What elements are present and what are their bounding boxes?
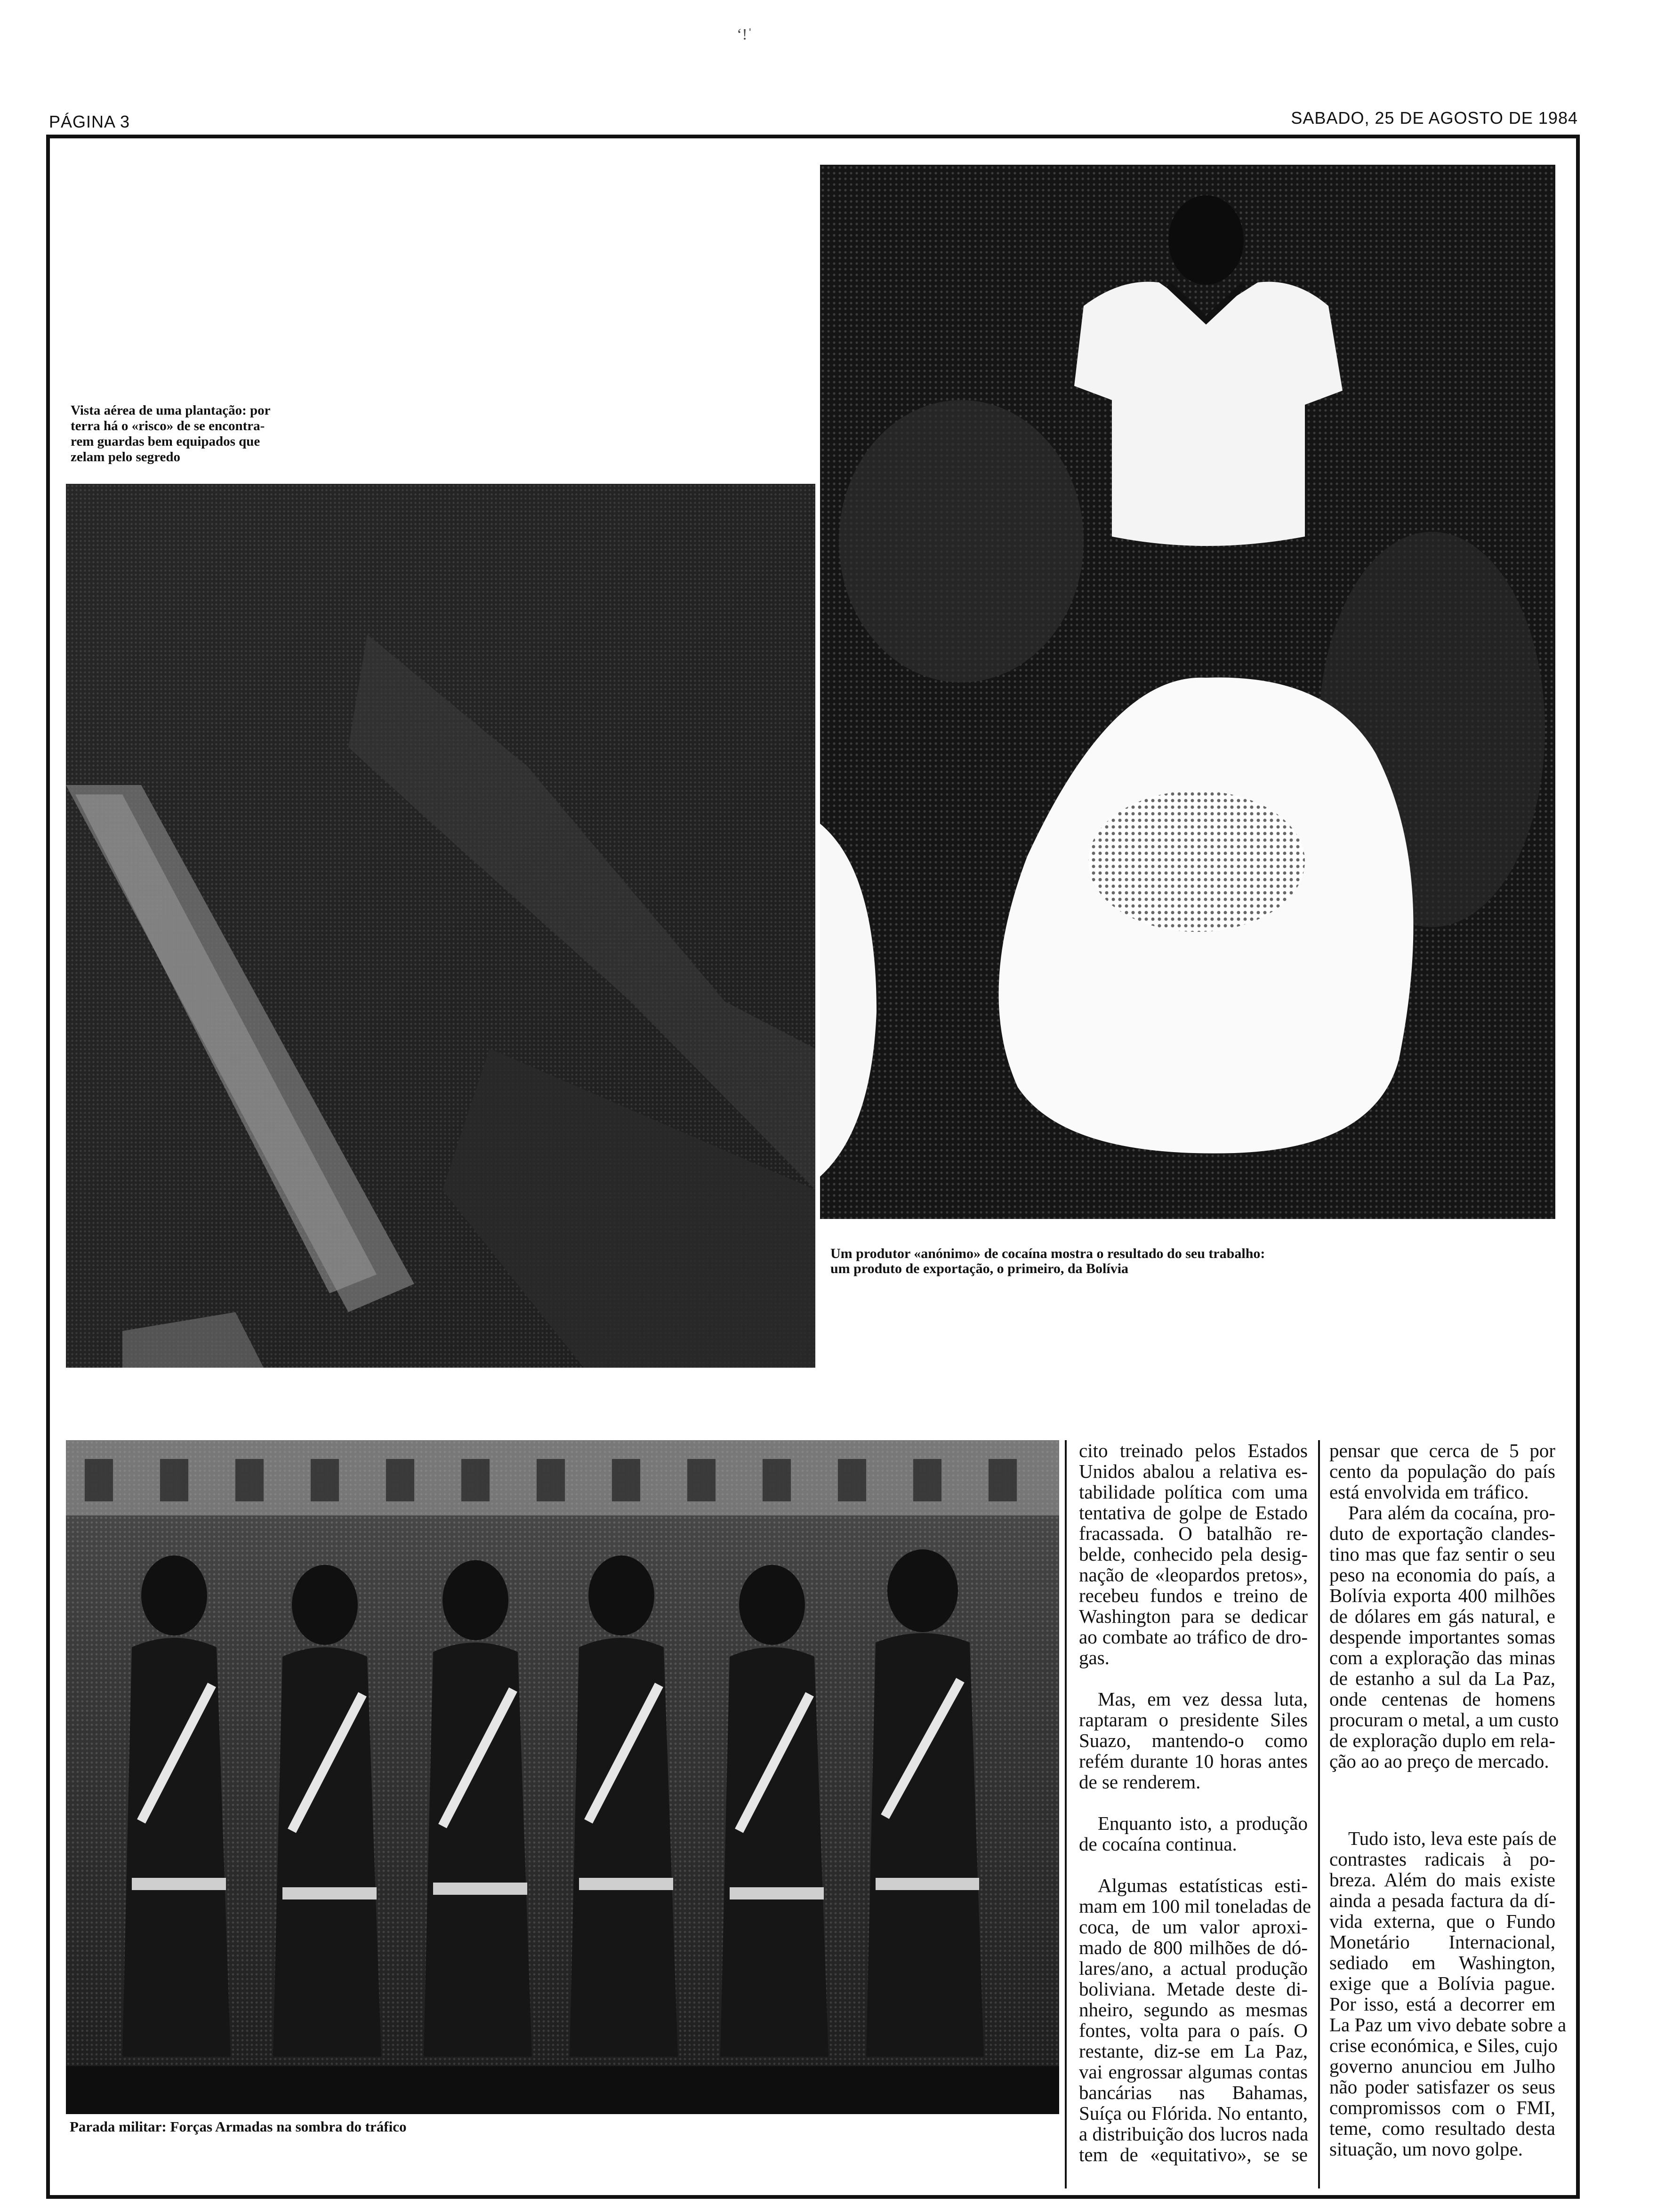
aerial-caption xyxy=(71,403,325,465)
text-line: fracassada. O batalhão re- xyxy=(1079,1523,1308,1544)
text-line: despende importantes somas xyxy=(1329,1626,1555,1648)
article-paragraph xyxy=(1079,1440,1308,1668)
text-line: Por isso, está a decorrer em xyxy=(1329,1993,1555,2015)
text-line: Algumas estatísticas esti- xyxy=(1098,1875,1308,1896)
text-line: mam em 100 mil toneladas de xyxy=(1079,1895,1311,1917)
producer-photo-image xyxy=(820,165,1555,1238)
text-line: Unidos abalou a relativa es- xyxy=(1079,1460,1308,1482)
text-line: de se renderem. xyxy=(1079,1771,1201,1793)
text-line: Monetário Internacional, xyxy=(1329,1931,1555,1953)
text-line: onde centenas de homens xyxy=(1329,1688,1555,1710)
text-line: recebeu fundos e treino de xyxy=(1079,1585,1308,1606)
text-line: Suíça ou Flórida. No entanto, xyxy=(1079,2102,1308,2124)
article-column-2 xyxy=(1329,1440,1567,2160)
caption-line: zelam pelo segredo xyxy=(71,449,181,465)
text-line: de estanho a sul da La Paz, xyxy=(1329,1667,1555,1689)
caption-line: um produto de exportação, o primeiro, da Bolívia xyxy=(830,1261,1129,1276)
text-line: ção ao ao preço de mercado. xyxy=(1329,1750,1549,1772)
text-line: peso na economia do país, a xyxy=(1329,1564,1555,1586)
text-line: Para além da cocaína, pro- xyxy=(1348,1502,1555,1523)
text-line: breza. Além do mais existe xyxy=(1329,1869,1555,1891)
parade-caption: Parada militar: Forças Armadas na sombra do tráfico xyxy=(70,2118,407,2135)
article-paragraph xyxy=(1329,1502,1559,1772)
text-line: belde, conhecido pela desig- xyxy=(1079,1543,1308,1565)
text-line: cento da população do país xyxy=(1329,1460,1555,1482)
text-line: governo anunciou em Julho xyxy=(1329,2055,1555,2077)
text-line: restante, diz-se em La Paz, xyxy=(1079,2040,1308,2062)
caption-line: rem guardas bem equipados que xyxy=(71,434,260,449)
aerial-photo-image xyxy=(66,484,815,1368)
producer-caption xyxy=(830,1246,1555,1276)
caption-line: Um produtor «anónimo» de cocaína mostra o resultado do seu trabalho: xyxy=(830,1246,1265,1261)
text-line: com a exploração das minas xyxy=(1329,1647,1555,1668)
text-line: coca, de um valor aproxi- xyxy=(1079,1916,1308,1938)
text-line: a distribuição dos lucros nada xyxy=(1079,2123,1309,2145)
text-line: nação de «leopardos pretos», xyxy=(1079,1564,1308,1586)
text-line: refém durante 10 horas antes xyxy=(1079,1750,1308,1772)
cocaine-producer-photo xyxy=(820,165,1555,1238)
military-parade-photo xyxy=(66,1440,1059,2114)
text-line: tabilidade política com uma xyxy=(1079,1481,1308,1503)
text-line: vida externa, que o Fundo xyxy=(1329,1910,1555,1932)
text-line: pensar que cerca de 5 por xyxy=(1329,1440,1555,1461)
text-line: sediado em Washington, xyxy=(1329,1952,1555,1973)
text-line: boliviana. Metade deste di- xyxy=(1079,1978,1308,2000)
article-paragraph xyxy=(1079,1875,1311,2165)
text-line: fontes, volta para o país. O xyxy=(1079,2020,1308,2041)
text-line: mado de 800 milhões de dó- xyxy=(1079,1937,1308,1958)
text-line: ao combate ao tráfico de dro- xyxy=(1079,1626,1308,1648)
text-line: duto de exportação clandes- xyxy=(1329,1523,1555,1544)
page-number: PÁGINA 3 xyxy=(49,112,130,131)
text-line: de cocaína continua. xyxy=(1079,1833,1237,1855)
text-line: tem de «equitativo», se se xyxy=(1079,2144,1308,2165)
article-paragraph xyxy=(1329,1440,1555,1502)
text-line: La Paz um vivo debate sobre a xyxy=(1329,2014,1567,2036)
text-line: de exploração duplo em rela- xyxy=(1329,1730,1555,1751)
text-line: exige que a Bolívia pague. xyxy=(1329,1972,1555,1994)
text-line: Bolívia exporta 400 milhões xyxy=(1329,1585,1555,1606)
text-line: de dólares em gás natural, e xyxy=(1329,1605,1555,1627)
text-line: crise económica, e Siles, cujo xyxy=(1329,2035,1558,2056)
text-line: bancárias nas Bahamas, xyxy=(1079,2082,1308,2103)
text-line: procuram o metal, a um custo xyxy=(1329,1709,1559,1731)
text-line: lares/ano, a actual produção xyxy=(1079,1957,1308,1979)
column-rule xyxy=(1318,1440,1320,2188)
text-line: contrastes radicais à po- xyxy=(1329,1848,1555,1870)
text-line: cito treinado pelos Estados xyxy=(1079,1440,1308,1461)
text-line: tentativa de golpe de Estado xyxy=(1079,1502,1308,1523)
text-line: tino mas que faz sentir o seu xyxy=(1329,1543,1555,1565)
scan-mark: ʻ!ˈ xyxy=(737,26,753,43)
text-line: Suazo, mantendo-o como xyxy=(1079,1730,1308,1751)
article-paragraph xyxy=(1079,1813,1308,1854)
text-line: ainda a pesada factura da dí- xyxy=(1329,1890,1555,1911)
page-date: SABADO, 25 DE AGOSTO DE 1984 xyxy=(1291,108,1578,128)
text-line: teme, como resultado desta xyxy=(1329,2117,1555,2139)
text-line: não poder satisfazer os seus xyxy=(1329,2076,1555,2098)
text-line: Tudo isto, leva este país de xyxy=(1348,1827,1557,1849)
article-column-1 xyxy=(1079,1440,1311,2165)
text-line: situação, um novo golpe. xyxy=(1329,2138,1523,2160)
text-line: está envolvida em tráfico. xyxy=(1329,1481,1529,1503)
text-line: raptaram o presidente Siles xyxy=(1079,1709,1308,1731)
text-line: Mas, em vez dessa luta, xyxy=(1098,1688,1308,1710)
column-rule xyxy=(1065,1440,1067,2188)
article-paragraph xyxy=(1079,1689,1308,1792)
text-line: Enquanto isto, a produção xyxy=(1098,1812,1308,1834)
text-line: compromissos com o FMI, xyxy=(1329,2097,1555,2118)
text-line: Washington para se dedicar xyxy=(1079,1605,1308,1627)
text-line: vai engrossar algumas contas xyxy=(1079,2061,1308,2083)
text-line: gas. xyxy=(1079,1647,1110,1668)
article-paragraph xyxy=(1329,1827,1567,2160)
caption-line: Vista aérea de uma plantação: por xyxy=(71,403,271,418)
caption-line: terra há o «risco» de se encontra- xyxy=(71,418,265,433)
aerial-plantation-photo xyxy=(66,484,815,1368)
text-line: nheiro, segundo as mesmas xyxy=(1079,1999,1308,2020)
parade-photo-image xyxy=(66,1440,1059,2114)
